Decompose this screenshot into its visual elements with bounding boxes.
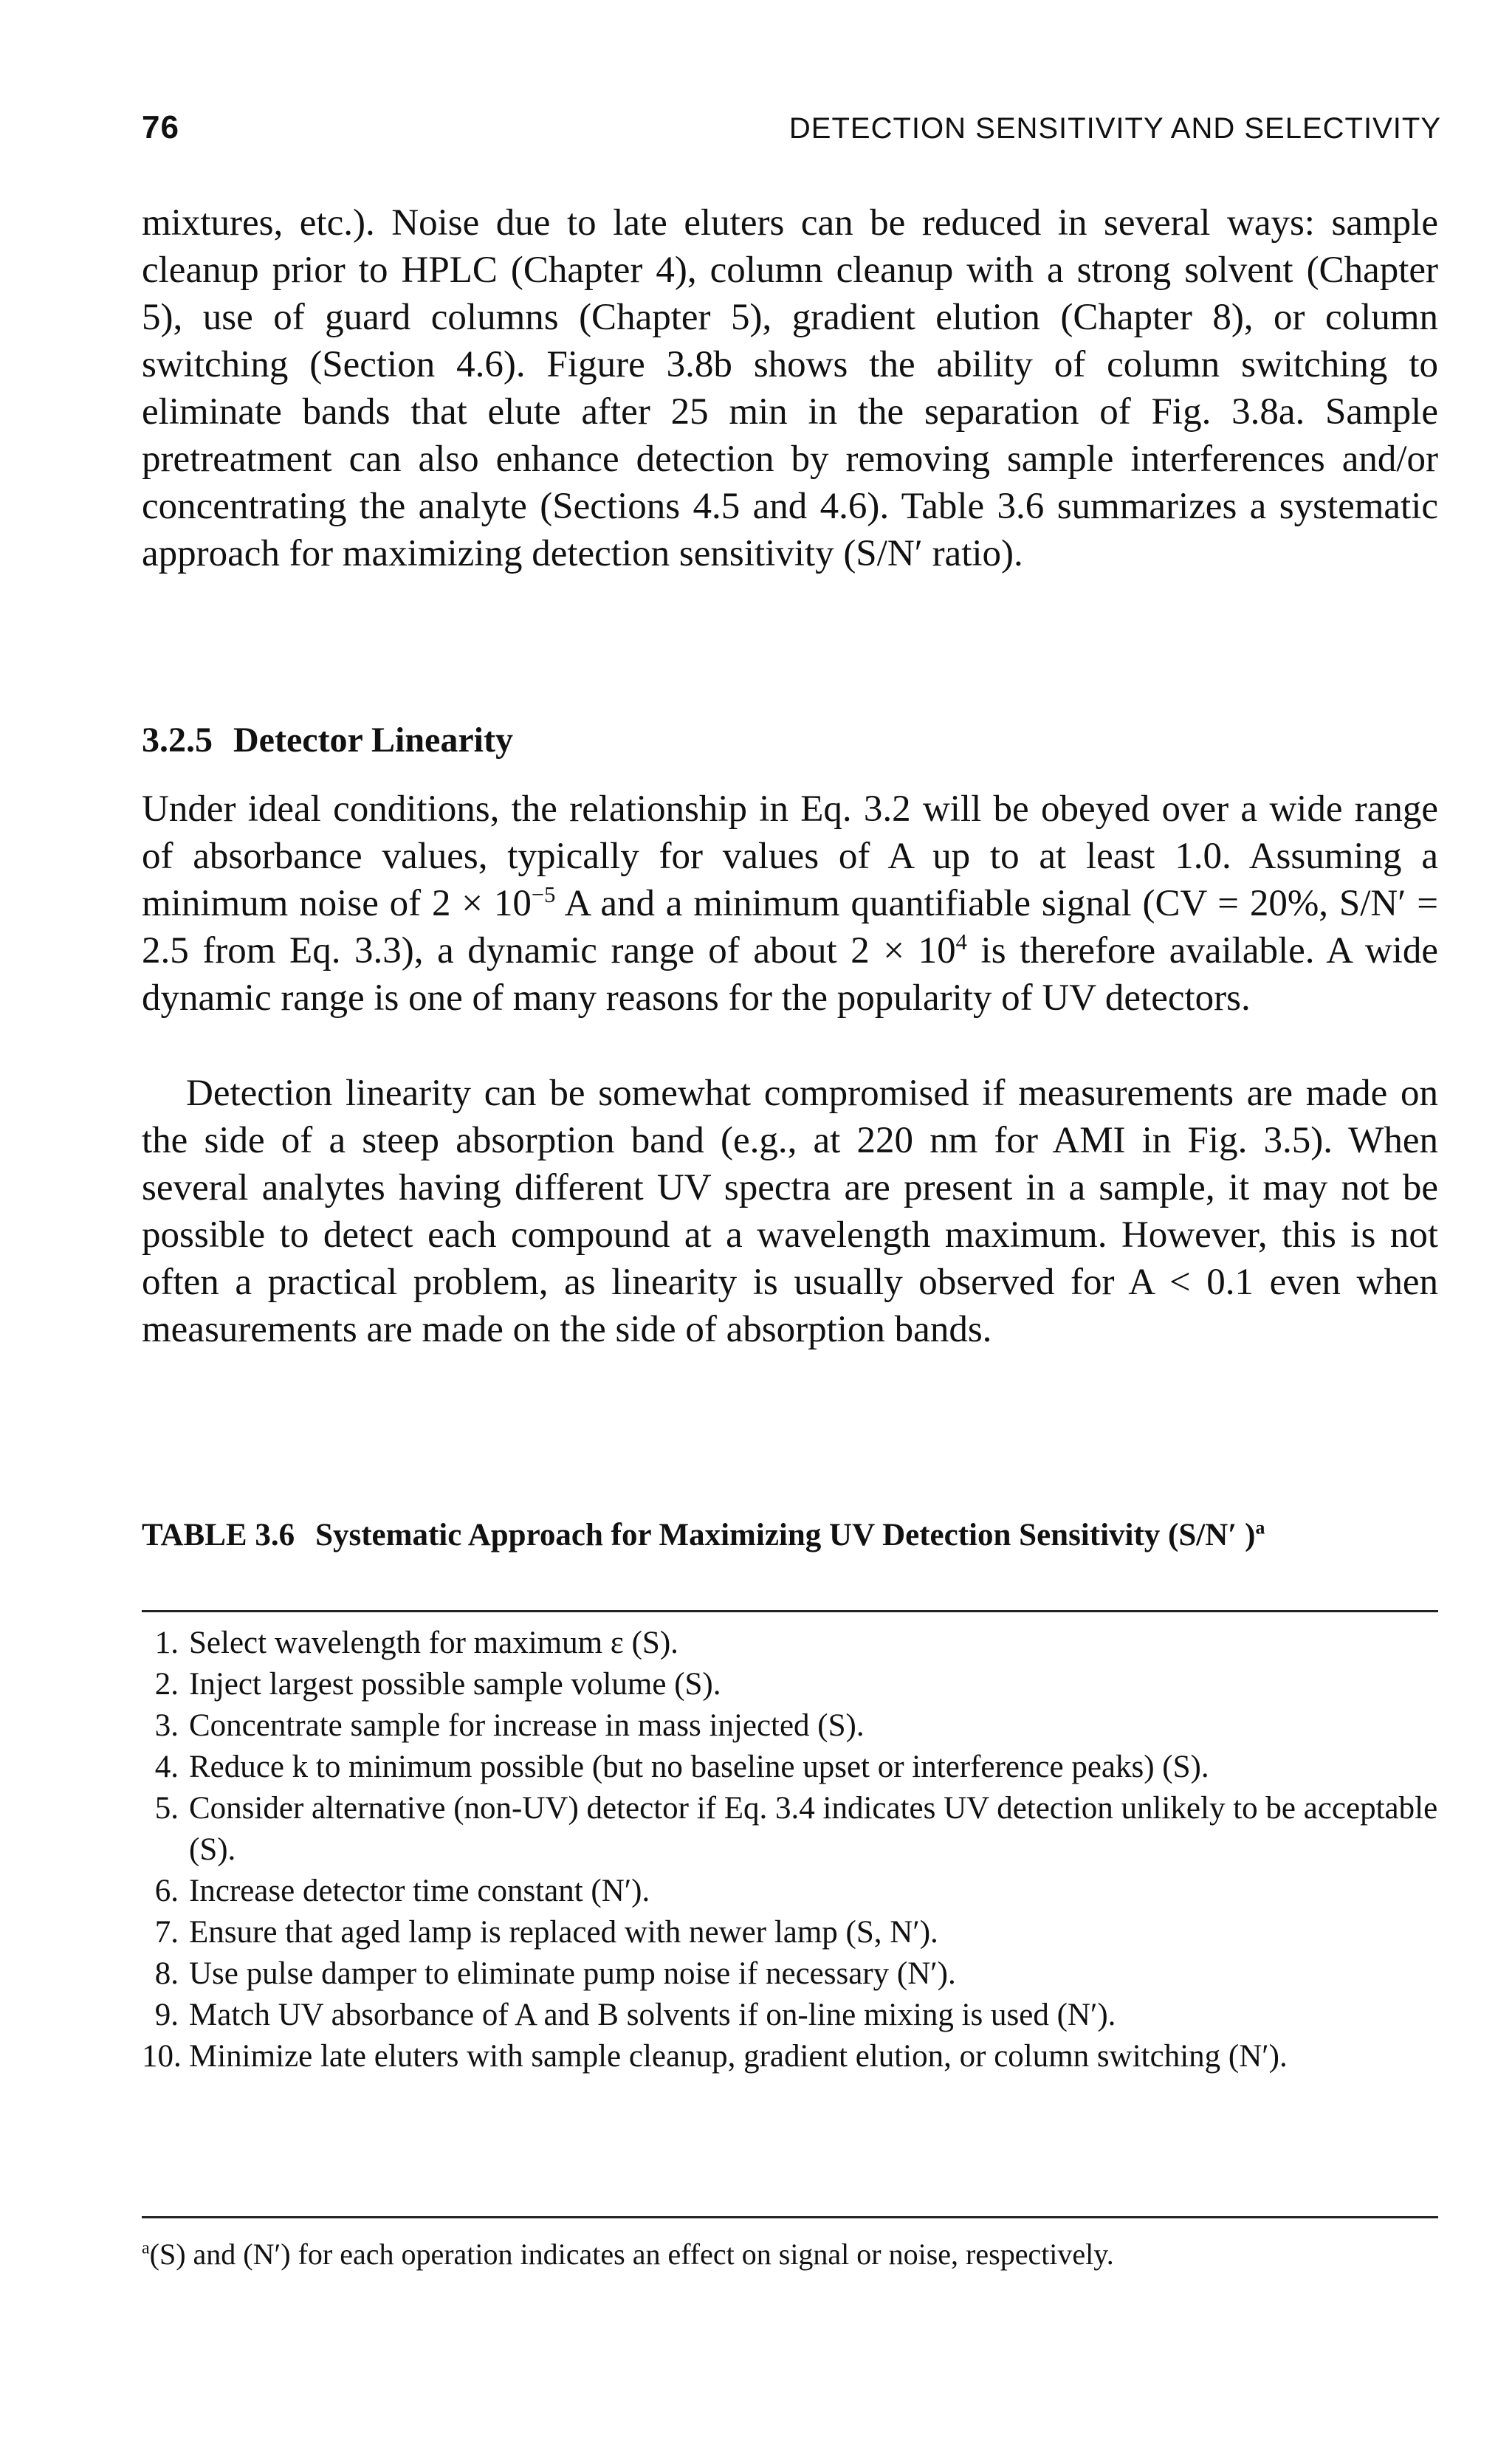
page-number: 76 (142, 109, 179, 145)
step-text: Match UV absorbance of A and B solvents if on-line mixing is used (N′). (189, 1998, 1116, 2032)
table-title (142, 1515, 1323, 1556)
text-run: A and a minimum quantifiable signal (CV = 20%, S/N′ = 2.5 from Eq. 3.3), a dynamic range of about 2 × 10 (142, 883, 1439, 972)
step-text: Select wavelength for maximum ε (S). (189, 1626, 678, 1660)
superscript: 4 (955, 929, 967, 955)
table-step-item (142, 2036, 1438, 2077)
footnote-text: (S) and (N′) for each operation indicates an effect on signal or noise, respectively. (149, 2238, 1114, 2271)
table-footnote-marker: a (1255, 1516, 1265, 1538)
table-step-item (142, 1912, 1438, 1953)
footnote-marker: a (142, 2238, 150, 2258)
step-number: 3. (154, 1708, 179, 1743)
step-number: 8. (154, 1956, 179, 1991)
step-number: 7. (154, 1915, 179, 1950)
table-caption: Systematic Approach for Maximizing UV Detection Sensitivity (S/N′ ) (315, 1518, 1256, 1552)
table-step-item (142, 1953, 1438, 1995)
step-text: Reduce k to minimum possible (but no baseline upset or interference peaks) (S). (189, 1750, 1209, 1784)
step-text: Inject largest possible sample volume (S). (189, 1667, 721, 1702)
paragraph-noise-late-eluters (142, 199, 1438, 577)
table-steps-list (142, 1623, 1438, 2077)
step-number: 6. (154, 1874, 179, 1908)
superscript: −5 (531, 882, 556, 907)
step-number: 1. (154, 1626, 179, 1660)
step-number: 9. (154, 1998, 179, 2032)
step-number: 5. (154, 1791, 179, 1826)
section-number: 3.2.5 (142, 721, 213, 760)
table-step-item (142, 1747, 1438, 1788)
paragraph-text: mixtures, etc.). Noise due to late eluters can be reduced in several ways: sample cleanup prior to HPLC (Chapter 4), column cleanup with a strong solvent (Chapter 5), use of guard columns (Chapter 5), gradient elution (Chapter 8), or column switching (Section 4.6). Figure 3.8b shows the ability of column switching to eliminate bands that elute after 25 min in the separation of Fig. 3.8a. Sample pretreatment can also enhance detection by removing sample interferences and/or concentrating the analyte (Sections 4.5 and 4.6). Table 3.6 summarizes a systematic approach for maximizing detection sensitivity (S/N′ ratio). (142, 202, 1438, 574)
step-text: Use pulse damper to eliminate pump noise if necessary (N′). (189, 1956, 956, 1991)
text-run: is therefore available. A wide dynamic range is one of many reasons for the popularity of UV detectors. (142, 930, 1439, 1019)
table-step-item (142, 1871, 1438, 1912)
table-bottom-rule (142, 2216, 1438, 2218)
table-top-rule (142, 1610, 1438, 1612)
table-label: TABLE 3.6 (142, 1518, 295, 1552)
table-step-item (142, 1664, 1438, 1705)
step-text: Concentrate sample for increase in mass injected (S). (189, 1708, 865, 1743)
step-number: 4. (154, 1750, 179, 1784)
step-number: 10. (142, 2039, 182, 2074)
table-step-item (142, 1623, 1438, 1664)
section-heading (142, 720, 513, 760)
paragraph-linearity (142, 1070, 1438, 1353)
table-step-item (142, 1705, 1438, 1747)
table-step-item (142, 1788, 1438, 1871)
step-text: Consider alternative (non-UV) detector if Eq. 3.4 indicates UV detection unlikely to be acceptable (S). (189, 1791, 1438, 1867)
step-text: Ensure that aged lamp is replaced with newer lamp (S, N′). (189, 1915, 938, 1950)
step-text: Increase detector time constant (N′). (189, 1874, 650, 1908)
table-footnote (142, 2235, 1438, 2274)
section-title: Detector Linearity (233, 721, 513, 760)
paragraph-dynamic-range (142, 785, 1438, 1022)
step-number: 2. (154, 1667, 179, 1702)
paragraph-text: Detection linearity can be somewhat compromised if measurements are made on the side of a steep absorption band (e.g., at 220 nm for AMI in Fig. 3.5). When several analytes having different UV spectra are present in a sample, it may not be possible to detect each compound at a wavelength maximum. However, this is not often a practical problem, as linearity is usually observed for A < 0.1 even when measurements are made on the side of absorption bands. (142, 1073, 1438, 1350)
paragraph-text (142, 785, 1438, 1022)
text-run: Under ideal conditions, the relationship in Eq. 3.2 will be obeyed over a wide range of absorbance values, typically for values of A up to at least 1.0. Assuming a minimum noise of 2 × 10 (142, 788, 1438, 924)
table-step-item (142, 1995, 1438, 2036)
step-text: Minimize late eluters with sample cleanup, gradient elution, or column switching (N′). (189, 2039, 1288, 2074)
running-title: DETECTION SENSITIVITY AND SELECTIVITY (788, 112, 1441, 145)
